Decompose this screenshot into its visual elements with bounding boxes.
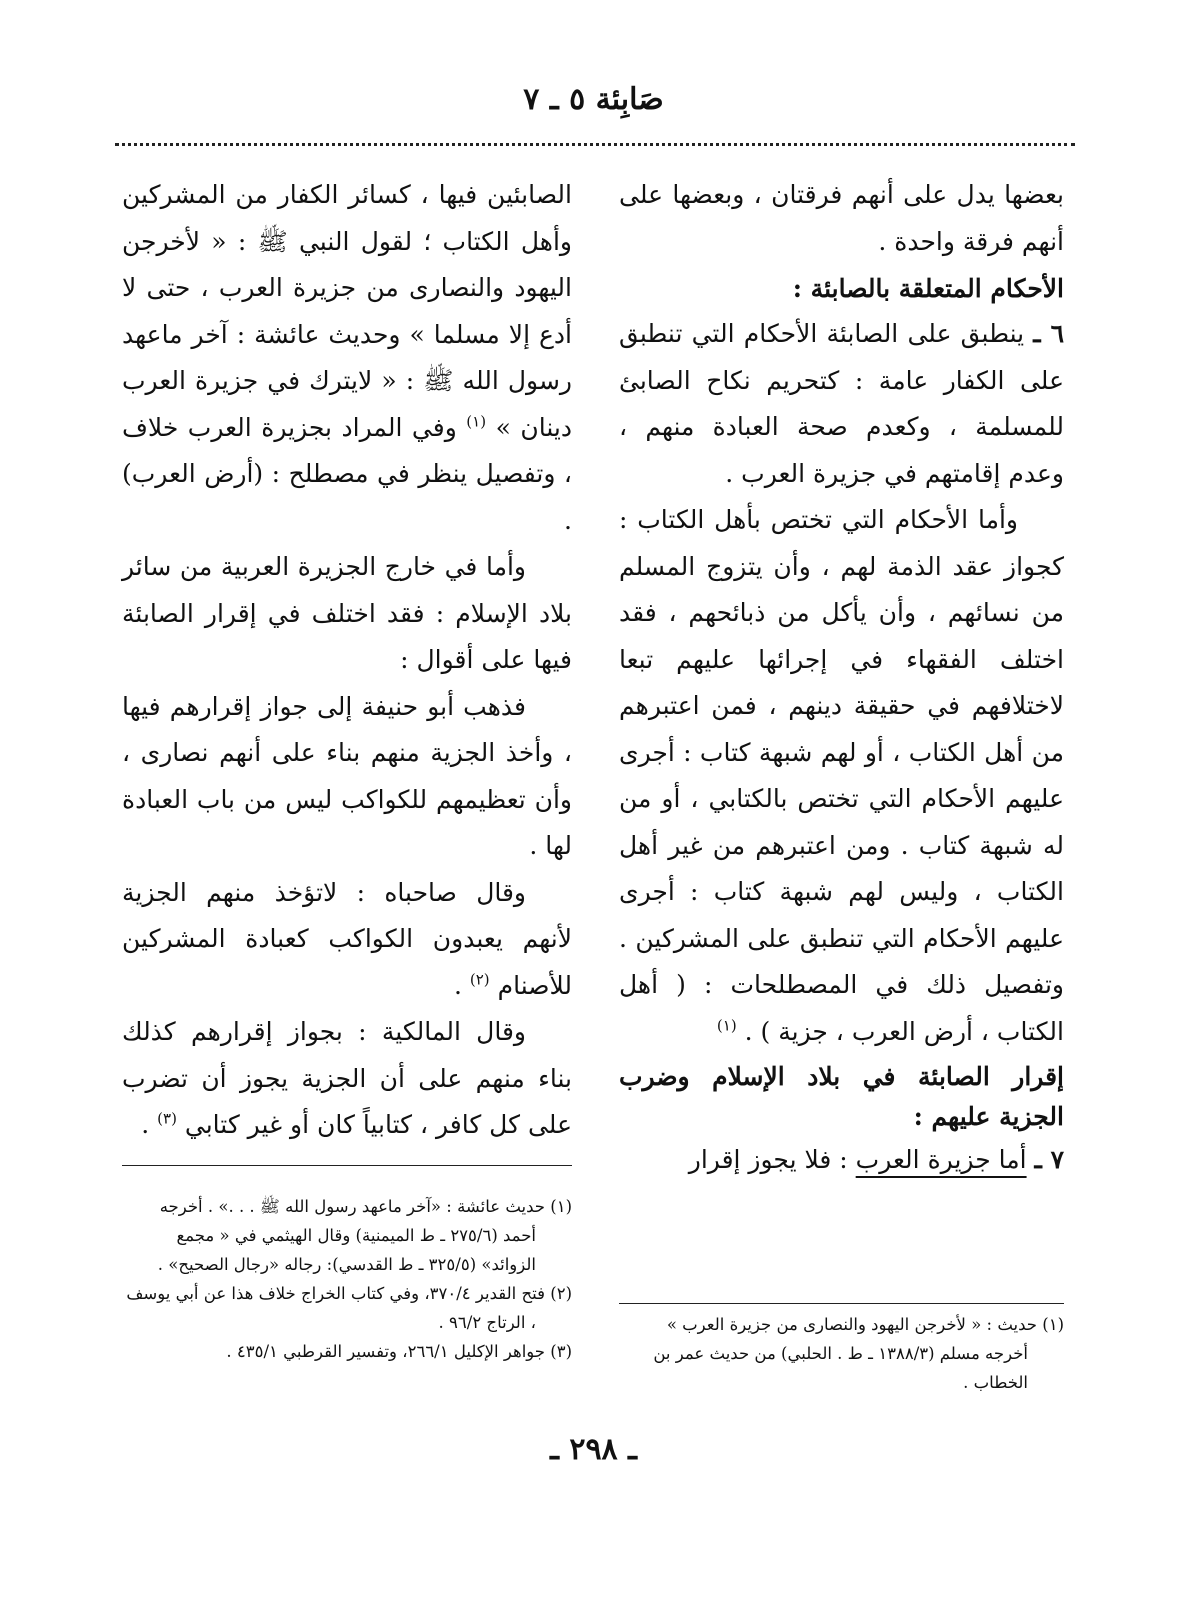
underlined-phrase: أما جزيرة العرب xyxy=(855,1145,1027,1174)
left-paragraph-1 xyxy=(122,172,572,544)
right-paragraph-4-text: : فلا يجوز إقرار xyxy=(688,1145,848,1174)
footnote-item xyxy=(122,1192,572,1279)
left-paragraph-3: فذهب أبو حنيفة إلى جواز إقرارهم فيها ، وأخذ الجزية منهم بناء على أنهم نصارى ، وأن تعظيمهم للكواكب ليس من باب العبادة لها . xyxy=(122,691,572,860)
left-column xyxy=(122,172,572,1149)
header-dotted-rule xyxy=(115,143,1075,146)
left-paragraph-2: وأما في خارج الجزيرة العربية من سائر بلاد الإسلام : فقد اختلف في إقرار الصابئة فيها على أقوال : xyxy=(122,552,572,674)
section-heading-rulings: الأحكام المتعلقة بالصابئة : xyxy=(792,274,1064,303)
footnote-ref-2: (٢) xyxy=(469,970,490,989)
footnote-number: (١) xyxy=(1042,1315,1064,1334)
right-paragraph-2 xyxy=(619,311,1064,497)
footnotes-right xyxy=(619,1303,1064,1397)
footnote-text: حديث : « لأخرجن اليهود والنصارى من جزيرة العرب » أخرجه مسلم (١٣٨٨/٣ ـ ط . الحلبي) من حديث عمر بن الخطاب . xyxy=(653,1315,1037,1392)
right-paragraph-1: بعضها يدل على أنهم فرقتان ، وبعضها على أنهم فرقة واحدة . xyxy=(619,180,1064,256)
left-paragraph-4: وقال صاحباه : لاتؤخذ منهم الجزية لأنهم يعبدون الكواكب كعبادة المشركين للأصنام $^{(٢)}$ . xyxy=(122,877,572,1000)
footnote-number: (٣) xyxy=(550,1342,572,1361)
right-paragraph-3-text: وأما الأحكام التي تختص بأهل الكتاب : كجواز عقد الذمة لهم ، وأن يتزوج المسلم من نسائهم ، وأن يأكل من ذبائحهم ، فقد اختلف الفقهاء في إجرائها عليهم تبعا لاختلافهم في حقيقة دينهم ، فمن اعتبرهم من أهل الكتاب ، أو لهم شبهة كتاب : أجرى عليهم الأحكام التي تختص بالكتابي ، أو من له شبهة كتاب . ومن اعتبرهم من غير أهل الكتاب ، وليس لهم شبهة كتاب : أجرى عليهم الأحكام التي تنطبق على المشركين . وتفصيل ذلك في المصطلحات : ( أهل الكتاب ، أرض العرب ، جزية ) . xyxy=(619,505,1064,1046)
right-paragraph-2-text: ينطبق على الصابئة الأحكام التي تنطبق على الكفار عامة : كتحريم نكاح الصابئ للمسلمة ، وكعدم صحة العبادة منهم ، وعدم إقامتهم في جزيرة العرب . xyxy=(619,319,1064,488)
footnote-item xyxy=(122,1337,572,1366)
footnote-number: (٢) xyxy=(550,1284,572,1303)
footnote-number: (١) xyxy=(550,1197,572,1216)
footnote-text: جواهر الإكليل ٢٦٦/١، وتفسير القرطبي ٤٣٥/١ . xyxy=(226,1342,545,1361)
left-paragraph-4-text: وقال صاحباه : لاتؤخذ منهم الجزية لأنهم يعبدون الكواكب كعبادة المشركين للأصنام xyxy=(122,877,572,1000)
footnote-ref-1-right: (١) xyxy=(716,1016,737,1035)
paragraph-number-7: ٧ ـ xyxy=(1034,1145,1064,1174)
footnote-text: فتح القدير ٣٧٠/٤، وفي كتاب الخراج خلاف هذا عن أبي يوسف ، الرتاج ٩٦/٢ . xyxy=(126,1284,545,1332)
left-paragraph-5: وقال المالكية : بجواز إقرارهم كذلك بناء منهم على أن الجزية يجوز أن تضرب على كل كافر ، كتابياً كان أو غير كتابي $^{(٣)}$ . xyxy=(122,1017,572,1139)
footnote-text: حديث عائشة : «آخر ماعهد رسول الله ﷺ . . .» . أخرجه أحمد (٢٧٥/٦ ـ ط الميمنية) وقال الهيثمي في « مجمع الزوائد» (٣٢٥/٥ ـ ط القدسي): رجاله «رجال الصحيح» . xyxy=(157,1197,545,1274)
footnote-ref-1-left: (١) xyxy=(466,412,487,431)
page-number: ـ ٢٩٨ ـ xyxy=(550,1432,637,1467)
left-paragraph-5-text: وقال المالكية : بجواز إقرارهم كذلك بناء منهم على أن الجزية يجوز أن تضرب على كل كافر ، كتابياً كان أو غير كتابي xyxy=(122,1017,572,1139)
right-paragraph-4 xyxy=(619,1137,1064,1184)
left-paragraph-1-a: الصابئين فيها ، كسائر الكفار من المشركين وأهل الكتاب ؛ لقول النبي ﷺ : « لأخرجن اليهود والنصارى من جزيرة العرب ، حتى لا أدع إلا مسلما » وحديث عائشة : آخر ماعهد رسول الله ﷺ : « لايترك في جزيرة العرب دينان » xyxy=(122,180,572,442)
right-column xyxy=(619,172,1064,1184)
footnote-item xyxy=(619,1310,1064,1397)
section-heading-jizya: إقرار الصابئة في بلاد الإسلام وضرب الجزية عليهم : xyxy=(619,1062,1064,1131)
right-paragraph-3 xyxy=(619,497,1064,1055)
footnote-ref-3: (٣) xyxy=(157,1109,177,1128)
running-head: صَابِئة ٥ ـ ٧ xyxy=(523,82,664,117)
paragraph-number-6: ٦ ـ xyxy=(1033,319,1065,348)
footnotes-left xyxy=(122,1165,572,1366)
left-paragraph-1-b: وفي المراد بجزيرة العرب خلاف ، وتفصيل ينظر في مصطلح : (أرض العرب) . xyxy=(122,412,572,535)
footnote-item xyxy=(122,1279,572,1337)
